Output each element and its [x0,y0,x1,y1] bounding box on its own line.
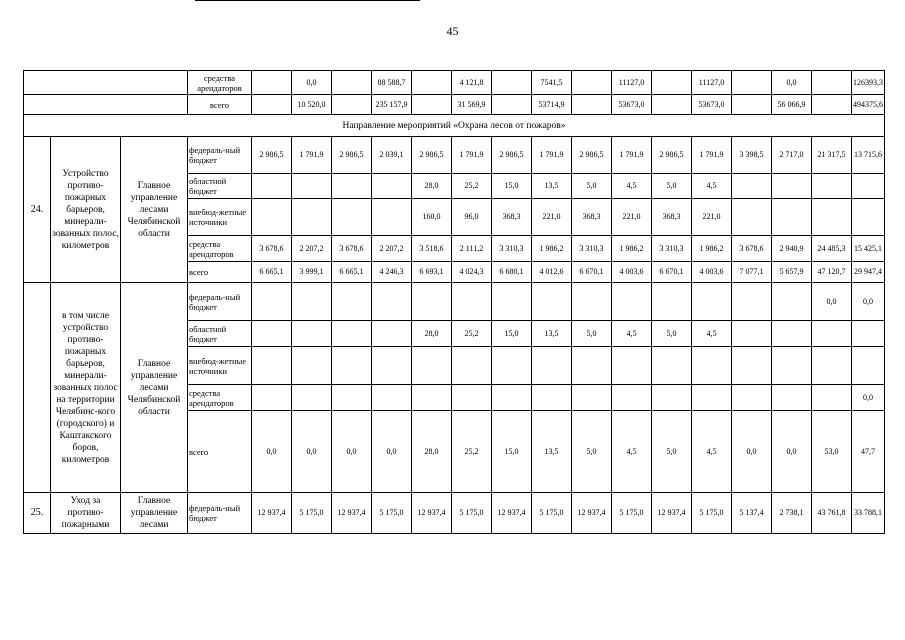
value-cell: 5,0 [652,174,692,199]
value-cell: 2 717,0 [772,137,812,174]
value-cell [812,347,852,385]
value-cell: 53673,0 [612,95,652,115]
value-cell [292,199,332,236]
value-cell: 28,0 [412,174,452,199]
value-cell: 1 986,2 [532,236,572,262]
value-cell: 13 715,6 [852,137,885,174]
value-cell: 4 012,6 [532,262,572,283]
value-cell: 12 937,4 [652,493,692,534]
value-cell: 2 986,5 [572,137,612,174]
value-cell [452,283,492,321]
empty-cell [24,95,188,115]
value-cell: 4,5 [692,411,732,493]
value-cell: 10 520,0 [292,95,332,115]
value-cell [772,199,812,236]
value-cell: 0,0 [372,411,412,493]
value-cell [292,385,332,411]
value-cell [332,321,372,347]
table-row [24,493,885,534]
value-cell: 3 678,6 [732,236,772,262]
value-cell: 1 791,9 [692,137,732,174]
measure-name: Устройство противо-пожарных барьеров, минерали-зованных полос, километров [51,137,121,283]
section-title: Направление мероприятий «Охрана лесов от пожаров» [24,115,885,137]
value-cell: 25,2 [452,411,492,493]
value-cell [492,385,532,411]
value-cell [412,95,452,115]
value-cell: 4 003,6 [612,262,652,283]
value-cell: 6 693,1 [412,262,452,283]
value-cell [732,71,772,95]
value-cell [772,385,812,411]
value-cell [412,283,452,321]
value-cell: 13,5 [532,411,572,493]
value-cell [292,283,332,321]
value-cell: 53,0 [812,411,852,493]
value-cell: 28,0 [412,411,452,493]
value-cell [572,283,612,321]
value-cell: 33 788,1 [852,493,885,534]
value-cell: 15,0 [492,411,532,493]
value-cell: 13,5 [532,174,572,199]
value-cell [332,71,372,95]
value-cell: 21 317,5 [812,137,852,174]
value-cell: 5,0 [652,411,692,493]
value-cell [252,174,292,199]
item-number: 24. [24,137,51,283]
value-cell: 96,0 [452,199,492,236]
value-cell: 3 678,6 [332,236,372,262]
funding-source-label: внебюд-жетные источники [188,199,252,236]
value-cell: 25,2 [452,321,492,347]
value-cell: 25,2 [452,174,492,199]
value-cell [332,199,372,236]
value-cell: 3 398,5 [732,137,772,174]
value-cell [252,95,292,115]
value-cell: 12 937,4 [252,493,292,534]
funding-source-label: областной бюджет [188,174,252,199]
value-cell: 13,5 [532,321,572,347]
funding-source-label: областной бюджет [188,321,252,347]
funding-source-label: федераль-ный бюджет [188,283,252,321]
responsible-org: Главное управление лесами Челябинской области [121,137,188,283]
value-cell [772,321,812,347]
table-row [24,95,885,115]
value-cell: 7541,5 [532,71,572,95]
value-cell [532,385,572,411]
value-cell: 5,0 [572,411,612,493]
funding-source-label: всего [188,95,252,115]
value-cell [452,347,492,385]
funding-source-label: средства арендаторов [188,236,252,262]
value-cell: 6 680,1 [492,262,532,283]
funding-source-label: всего [188,262,252,283]
value-cell: 4,5 [612,321,652,347]
value-cell [252,199,292,236]
value-cell [772,174,812,199]
value-cell: 2 986,5 [412,137,452,174]
value-cell [572,95,612,115]
value-cell [252,71,292,95]
funding-source-label: федераль-ный бюджет [188,137,252,174]
value-cell: 1 791,9 [532,137,572,174]
value-cell: 28,0 [412,321,452,347]
value-cell [812,95,852,115]
value-cell: 4,5 [692,174,732,199]
value-cell [332,385,372,411]
value-cell: 368,3 [492,199,532,236]
value-cell [772,347,812,385]
value-cell: 0,0 [812,283,852,321]
value-cell [732,283,772,321]
value-cell: 4,5 [612,174,652,199]
table-row [24,71,885,95]
value-cell [732,174,772,199]
value-cell: 11127,0 [692,71,732,95]
value-cell: 12 937,4 [412,493,452,534]
value-cell [732,385,772,411]
value-cell: 2 207,2 [292,236,332,262]
value-cell [732,347,772,385]
value-cell [812,321,852,347]
value-cell: 368,3 [572,199,612,236]
value-cell: 5,0 [572,321,612,347]
value-cell: 4 121,8 [452,71,492,95]
value-cell [372,385,412,411]
value-cell [612,347,652,385]
value-cell: 5 137,4 [732,493,772,534]
value-cell: 15,0 [492,174,532,199]
value-cell [492,95,532,115]
value-cell: 53714,9 [532,95,572,115]
value-cell [492,347,532,385]
value-cell [812,385,852,411]
value-cell: 6 670,1 [652,262,692,283]
value-cell [852,199,885,236]
value-cell [372,347,412,385]
value-cell [692,385,732,411]
empty-cell [24,283,51,493]
value-cell: 6 665,1 [252,262,292,283]
value-cell: 160,0 [412,199,452,236]
value-cell: 221,0 [612,199,652,236]
top-rule [195,0,420,1]
value-cell: 3 518,6 [412,236,452,262]
value-cell [252,347,292,385]
value-cell [252,385,292,411]
value-cell: 221,0 [532,199,572,236]
value-cell: 47 120,7 [812,262,852,283]
value-cell [732,95,772,115]
value-cell [572,71,612,95]
value-cell [692,283,732,321]
value-cell: 0,0 [332,411,372,493]
value-cell [812,199,852,236]
value-cell: 221,0 [692,199,732,236]
value-cell [292,321,332,347]
value-cell [332,95,372,115]
value-cell [372,199,412,236]
value-cell: 2 207,2 [372,236,412,262]
value-cell [492,283,532,321]
value-cell: 494375,6 [852,95,885,115]
value-cell [612,283,652,321]
value-cell: 5 657,9 [772,262,812,283]
value-cell: 15,0 [492,321,532,347]
value-cell: 4 246,3 [372,262,412,283]
value-cell: 43 761,8 [812,493,852,534]
value-cell: 5 175,0 [612,493,652,534]
value-cell: 4 003,6 [692,262,732,283]
value-cell [692,347,732,385]
value-cell: 5,0 [652,321,692,347]
value-cell: 5 175,0 [372,493,412,534]
value-cell: 53673,0 [692,95,732,115]
value-cell: 3 310,3 [492,236,532,262]
value-cell: 0,0 [732,411,772,493]
funding-source-label: внебюд-жетные источники [188,347,252,385]
value-cell: 3 310,3 [572,236,612,262]
value-cell [772,283,812,321]
value-cell: 3 999,1 [292,262,332,283]
value-cell: 4 024,3 [452,262,492,283]
value-cell: 5 175,0 [452,493,492,534]
value-cell: 2 738,1 [772,493,812,534]
measure-name: в том числе устройство противо-пожарных барьеров, минерали-зованных полос на территории Челябинс-кого (городского) и Каштакского боров, километров [51,283,121,493]
value-cell [332,174,372,199]
value-cell: 235 157,9 [372,95,412,115]
value-cell [812,174,852,199]
value-cell [292,347,332,385]
value-cell [572,347,612,385]
value-cell: 7 077,1 [732,262,772,283]
funding-source-label: средства арендаторов [188,385,252,411]
value-cell [452,385,492,411]
value-cell [412,71,452,95]
value-cell [572,385,612,411]
value-cell: 2 986,5 [652,137,692,174]
value-cell: 2 940,9 [772,236,812,262]
value-cell: 1 791,9 [292,137,332,174]
value-cell [372,174,412,199]
value-cell: 0,0 [292,71,332,95]
value-cell: 1 791,9 [452,137,492,174]
funding-source-label: федераль-ный бюджет [188,493,252,534]
value-cell [612,385,652,411]
value-cell [652,71,692,95]
value-cell [412,385,452,411]
value-cell: 12 937,4 [332,493,372,534]
value-cell [332,283,372,321]
table-row [24,137,885,174]
page-number: 45 [446,24,459,38]
value-cell: 126393,3 [852,71,885,95]
responsible-org: Главное управление лесами [121,493,188,534]
value-cell: 12 937,4 [572,493,612,534]
item-number: 25. [24,493,51,534]
value-cell: 29 947,4 [852,262,885,283]
value-cell: 4,5 [692,321,732,347]
value-cell: 1 986,2 [692,236,732,262]
value-cell [652,385,692,411]
value-cell: 15 425,1 [852,236,885,262]
table-row [24,283,885,321]
value-cell: 5 175,0 [292,493,332,534]
value-cell: 1 986,2 [612,236,652,262]
value-cell: 1 791,9 [612,137,652,174]
value-cell [372,283,412,321]
value-cell [732,199,772,236]
responsible-org: Главное управление лесами Челябинской области [121,283,188,493]
value-cell: 5 175,0 [532,493,572,534]
value-cell: 47,7 [852,411,885,493]
value-cell: 31 569,9 [452,95,492,115]
funding-source-label: средства арендаторов [188,71,252,95]
value-cell: 368,3 [652,199,692,236]
funding-source-label: всего [188,411,252,493]
value-cell [652,283,692,321]
value-cell: 3 678,6 [252,236,292,262]
value-cell [852,321,885,347]
value-cell [492,71,532,95]
value-cell [252,321,292,347]
budget-table [23,70,885,534]
value-cell: 6 665,1 [332,262,372,283]
value-cell: 0,0 [772,71,812,95]
value-cell: 56 066,9 [772,95,812,115]
value-cell [372,321,412,347]
value-cell [652,347,692,385]
value-cell [532,283,572,321]
value-cell: 2 986,5 [492,137,532,174]
value-cell: 0,0 [772,411,812,493]
measure-name: Уход за противо-пожарными [51,493,121,534]
value-cell: 5 175,0 [692,493,732,534]
value-cell: 3 310,3 [652,236,692,262]
value-cell [732,321,772,347]
value-cell: 2 111,2 [452,236,492,262]
value-cell [812,71,852,95]
value-cell: 0,0 [852,283,885,321]
value-cell [652,95,692,115]
value-cell [332,347,372,385]
value-cell: 12 937,4 [492,493,532,534]
value-cell: 0,0 [292,411,332,493]
value-cell [532,347,572,385]
value-cell [292,174,332,199]
value-cell: 88 588,7 [372,71,412,95]
value-cell: 0,0 [852,385,885,411]
value-cell: 2 039,1 [372,137,412,174]
value-cell: 2 986,5 [332,137,372,174]
value-cell: 5,0 [572,174,612,199]
value-cell [252,283,292,321]
value-cell [412,347,452,385]
value-cell: 0,0 [252,411,292,493]
value-cell: 6 670,1 [572,262,612,283]
value-cell [852,347,885,385]
value-cell: 24 485,3 [812,236,852,262]
value-cell: 11127,0 [612,71,652,95]
value-cell: 4,5 [612,411,652,493]
empty-cell [24,71,188,95]
value-cell: 2 986,5 [252,137,292,174]
value-cell [852,174,885,199]
section-row [24,115,885,137]
